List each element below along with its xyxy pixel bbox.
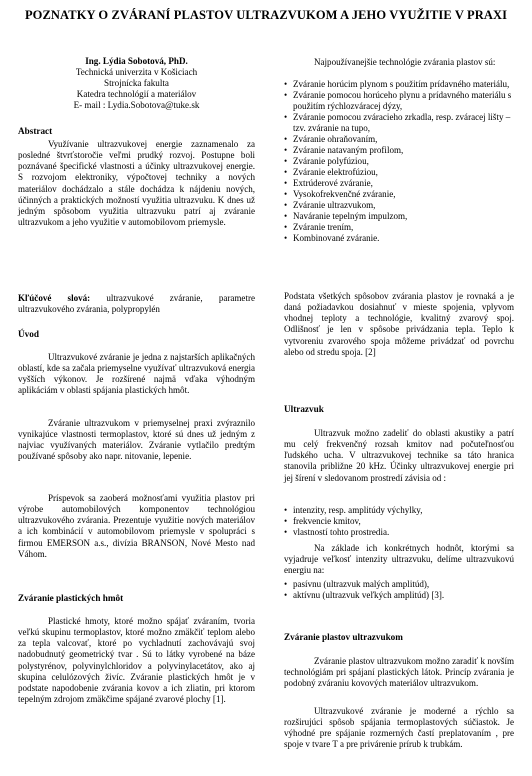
list-item: • pasívnu (ultrazvuk malých amplitúd), xyxy=(284,579,430,589)
bullet-icon: • xyxy=(284,233,288,243)
list-item: • Kombinované zváranie. xyxy=(284,233,380,243)
list-item: • Zváranie ultrazvukom, xyxy=(284,200,376,210)
welding-heading: Zváranie plastických hmôt xyxy=(18,593,124,603)
ultrasound-factors-list xyxy=(284,505,514,538)
author-faculty: Strojnícka fakulta xyxy=(104,78,169,88)
bullet-icon: • xyxy=(284,145,288,155)
plastic-welding-paragraph-1: Zváranie plastov ultrazvukom možno zaradiť k novším technológiám pri spájaní plastických látok. Princíp zvárania je podobný zváraniu kovových materiálov ultrazvukom. xyxy=(284,656,514,689)
bullet-icon: • xyxy=(284,134,288,144)
welding-paragraph: Plastické hmoty, ktoré možno spájať zváraním, tvoria veľkú skupinu termoplastov, ktoré možno zmäkčiť teplom alebo za tepla valcovať, ktoré po vychladnutí zachovávajú svoj nadobudnutý geometrický tvar . Sú to látky vyrobené na báze polystyrénov, polyvinylchloridov a polyvinylacetátov, ako aj skupina celulózových živíc. Zváranie plastických hmôt je v podstate napodobenie zvárania kovov a ich zliatin, pri ktorom tepelným zdrojom zmäkčime spájané zvarové plochy [1]. xyxy=(18,616,255,705)
bullet-icon: • xyxy=(284,189,288,199)
techniques-list xyxy=(284,79,514,244)
intro-paragraph-3: Príspevok sa zaoberá možnosťami využitia plastov pri výrobe automobilových komponentov technológiou ultrazvukového zvárania. Prezentuje využitie nových materiálov a ich kombinácií v automobilovom priemysle v spolupráci s firmou EMERSON a.s., divízia BRANSON, Nové Mesto nad Váhom. xyxy=(18,493,255,559)
energy-types-list xyxy=(284,579,514,601)
bullet-icon: • xyxy=(284,178,288,188)
list-item: • Zváranie pomocou horúceho plynu a prídavného materiálu s použitím rýchlozváracej dýzy, xyxy=(284,90,512,111)
bullet-icon: • xyxy=(284,167,288,177)
author-department: Katedra technológií a materiálov xyxy=(76,89,197,99)
author-name: Ing. Lýdia Sobotová, PhD. xyxy=(85,56,188,66)
bullet-icon: • xyxy=(284,112,288,122)
list-item: • Zváranie ohraňovaním, xyxy=(284,134,378,144)
intro-paragraph-1: Ultrazvukové zváranie je jedna z najstarších aplikačných oblastí, kde sa začala priemyselne využívať ultrazvuková energia vyšších výkonov. Je rozšírené najmä vďaka výhodným aplikáciám v oblasti spájania plastických hmôt. xyxy=(18,352,255,396)
list-item: • Zváranie polyfúziou, xyxy=(284,156,369,166)
bullet-icon: • xyxy=(284,156,288,166)
bullet-icon: • xyxy=(284,200,288,210)
list-item: • aktívnu (ultrazvuk veľkých amplitúd) [3]. xyxy=(284,590,445,600)
list-item: • intenzity, resp. amplitúdy výchylky, xyxy=(284,505,423,515)
keywords-text: ultrazvukové zváranie, parametre ultrazvukového zvárania, polypropylén xyxy=(18,293,255,315)
list-item: • vlastností tohto prostredia. xyxy=(284,527,390,537)
bullet-icon: • xyxy=(284,505,288,515)
ultrasound-paragraph-1: Ultrazvuk možno zadeliť do oblasti akustiky a patrí mu celý frekvenčný rozsah kmitov nad počuteľnosťou ľudského ucha. V ultrazvukovej technike sa táto hranica stanovila približne 20 kHz. Účinky ultrazvukovej energie pri jej šírení v sledovanom prostredí závisia od : xyxy=(284,428,514,483)
list-item: • Vysokofrekvenčné zváranie, xyxy=(284,189,396,199)
keywords-label: Kľúčové slová: xyxy=(18,293,91,303)
list-item: • Zváranie elektrofúziou, xyxy=(284,167,378,177)
list-item: • Zváranie pomocou zváracieho zrkadla, resp. zváracej lišty – tzv. zváranie na tupo, xyxy=(284,112,511,133)
ultrasound-heading: Ultrazvuk xyxy=(284,404,324,414)
bullet-icon: • xyxy=(284,90,288,100)
list-item: • Zváranie horúcim plynom s použitím prídavného materiálu, xyxy=(284,79,510,89)
plastic-welding-heading: Zváranie plastov ultrazvukom xyxy=(284,632,403,642)
bullet-icon: • xyxy=(284,79,288,89)
bullet-icon: • xyxy=(284,579,288,589)
author-university: Technická univerzita v Košiciach xyxy=(75,67,198,77)
author-block xyxy=(18,56,255,111)
paper-title: POZNATKY O ZVÁRANÍ PLASTOV ULTRAZVUKOM A JEHO VYUŽITIE V PRAXI xyxy=(24,8,508,22)
plastic-welding-paragraph-2: Ultrazvukové zváranie je moderné a rýchlo sa rozširujúci spôsob spájania termoplastových súčiastok. Je výhodné pre spájanie rozmerných častí preplatovaním , pre spoje v tvare T a pre privárenie prírub k trubkám. xyxy=(284,706,514,750)
intro-heading: Úvod xyxy=(18,329,39,339)
techniques-intro: Najpoužívanejšie technológie zvárania plastov sú: xyxy=(314,57,496,67)
abstract-text: Využívanie ultrazvukovej energie zaznamenalo za posledné štvrťstoročie veľmi prudký rozvoj. Postupne boli poznávané špecifické vlastnosti a účinky ultrazvukovej energie. S rozvojom elektroniky, výpočtovej techniky a nových materiálov dochádzalo a stále dochádza k nájdeniu nových, účinných a praktických možností využitia ultrazvuku. K dnes už jedným spôsobom využitia ultrazvuku patrí aj zváranie ultrazvukom a jeho využitie v automobilovom priemysle. xyxy=(18,139,255,228)
bullet-icon: • xyxy=(284,590,288,600)
ultrasound-paragraph-2: Na základe ich konkrétnych hodnôt, ktorými sa vyjadruje veľkosť intenzity ultrazvuku, delíme ultrazvukovú energiu na: xyxy=(284,543,514,576)
bullet-icon: • xyxy=(284,516,288,526)
keywords xyxy=(18,293,255,315)
list-item: • Zváranie natavaným profilom, xyxy=(284,145,404,155)
author-email: E- mail : Lydia.Sobotova@tuke.sk xyxy=(73,100,200,110)
list-item: • frekvencie kmitov, xyxy=(284,516,361,526)
intro-paragraph-2: Zváranie ultrazvukom v priemyselnej praxi zvýraznilo vynikajúce vlastnosti termoplastov, ktoré sú dnes už jedným z najviac využívaných materiálov. Zváranie vytlačilo predtým používané spôsoby ako napr. nitovanie, lepenie. xyxy=(18,418,255,462)
techniques-summary: Podstata všetkých spôsobov zvárania plastov je rovnaká a je daná požiadavkou dosiahnuť v mieste spojenia, vplyvom vhodnej teploty a technológie, kvalitný zvarový spoj. Odlišnosť je len v spôsobe privádzania tepla. Teplo k vytvoreniu zvarového spoja môžeme privádzať od povrchu alebo od stredu spoja. [2] xyxy=(284,291,514,357)
list-item: • Naváranie tepelným impulzom, xyxy=(284,211,408,221)
bullet-icon: • xyxy=(284,527,288,537)
list-item: • Zváranie trením, xyxy=(284,222,354,232)
bullet-icon: • xyxy=(284,222,288,232)
abstract-heading: Abstract xyxy=(18,126,53,136)
bullet-icon: • xyxy=(284,211,288,221)
list-item: • Extrúderové zváranie, xyxy=(284,178,373,188)
